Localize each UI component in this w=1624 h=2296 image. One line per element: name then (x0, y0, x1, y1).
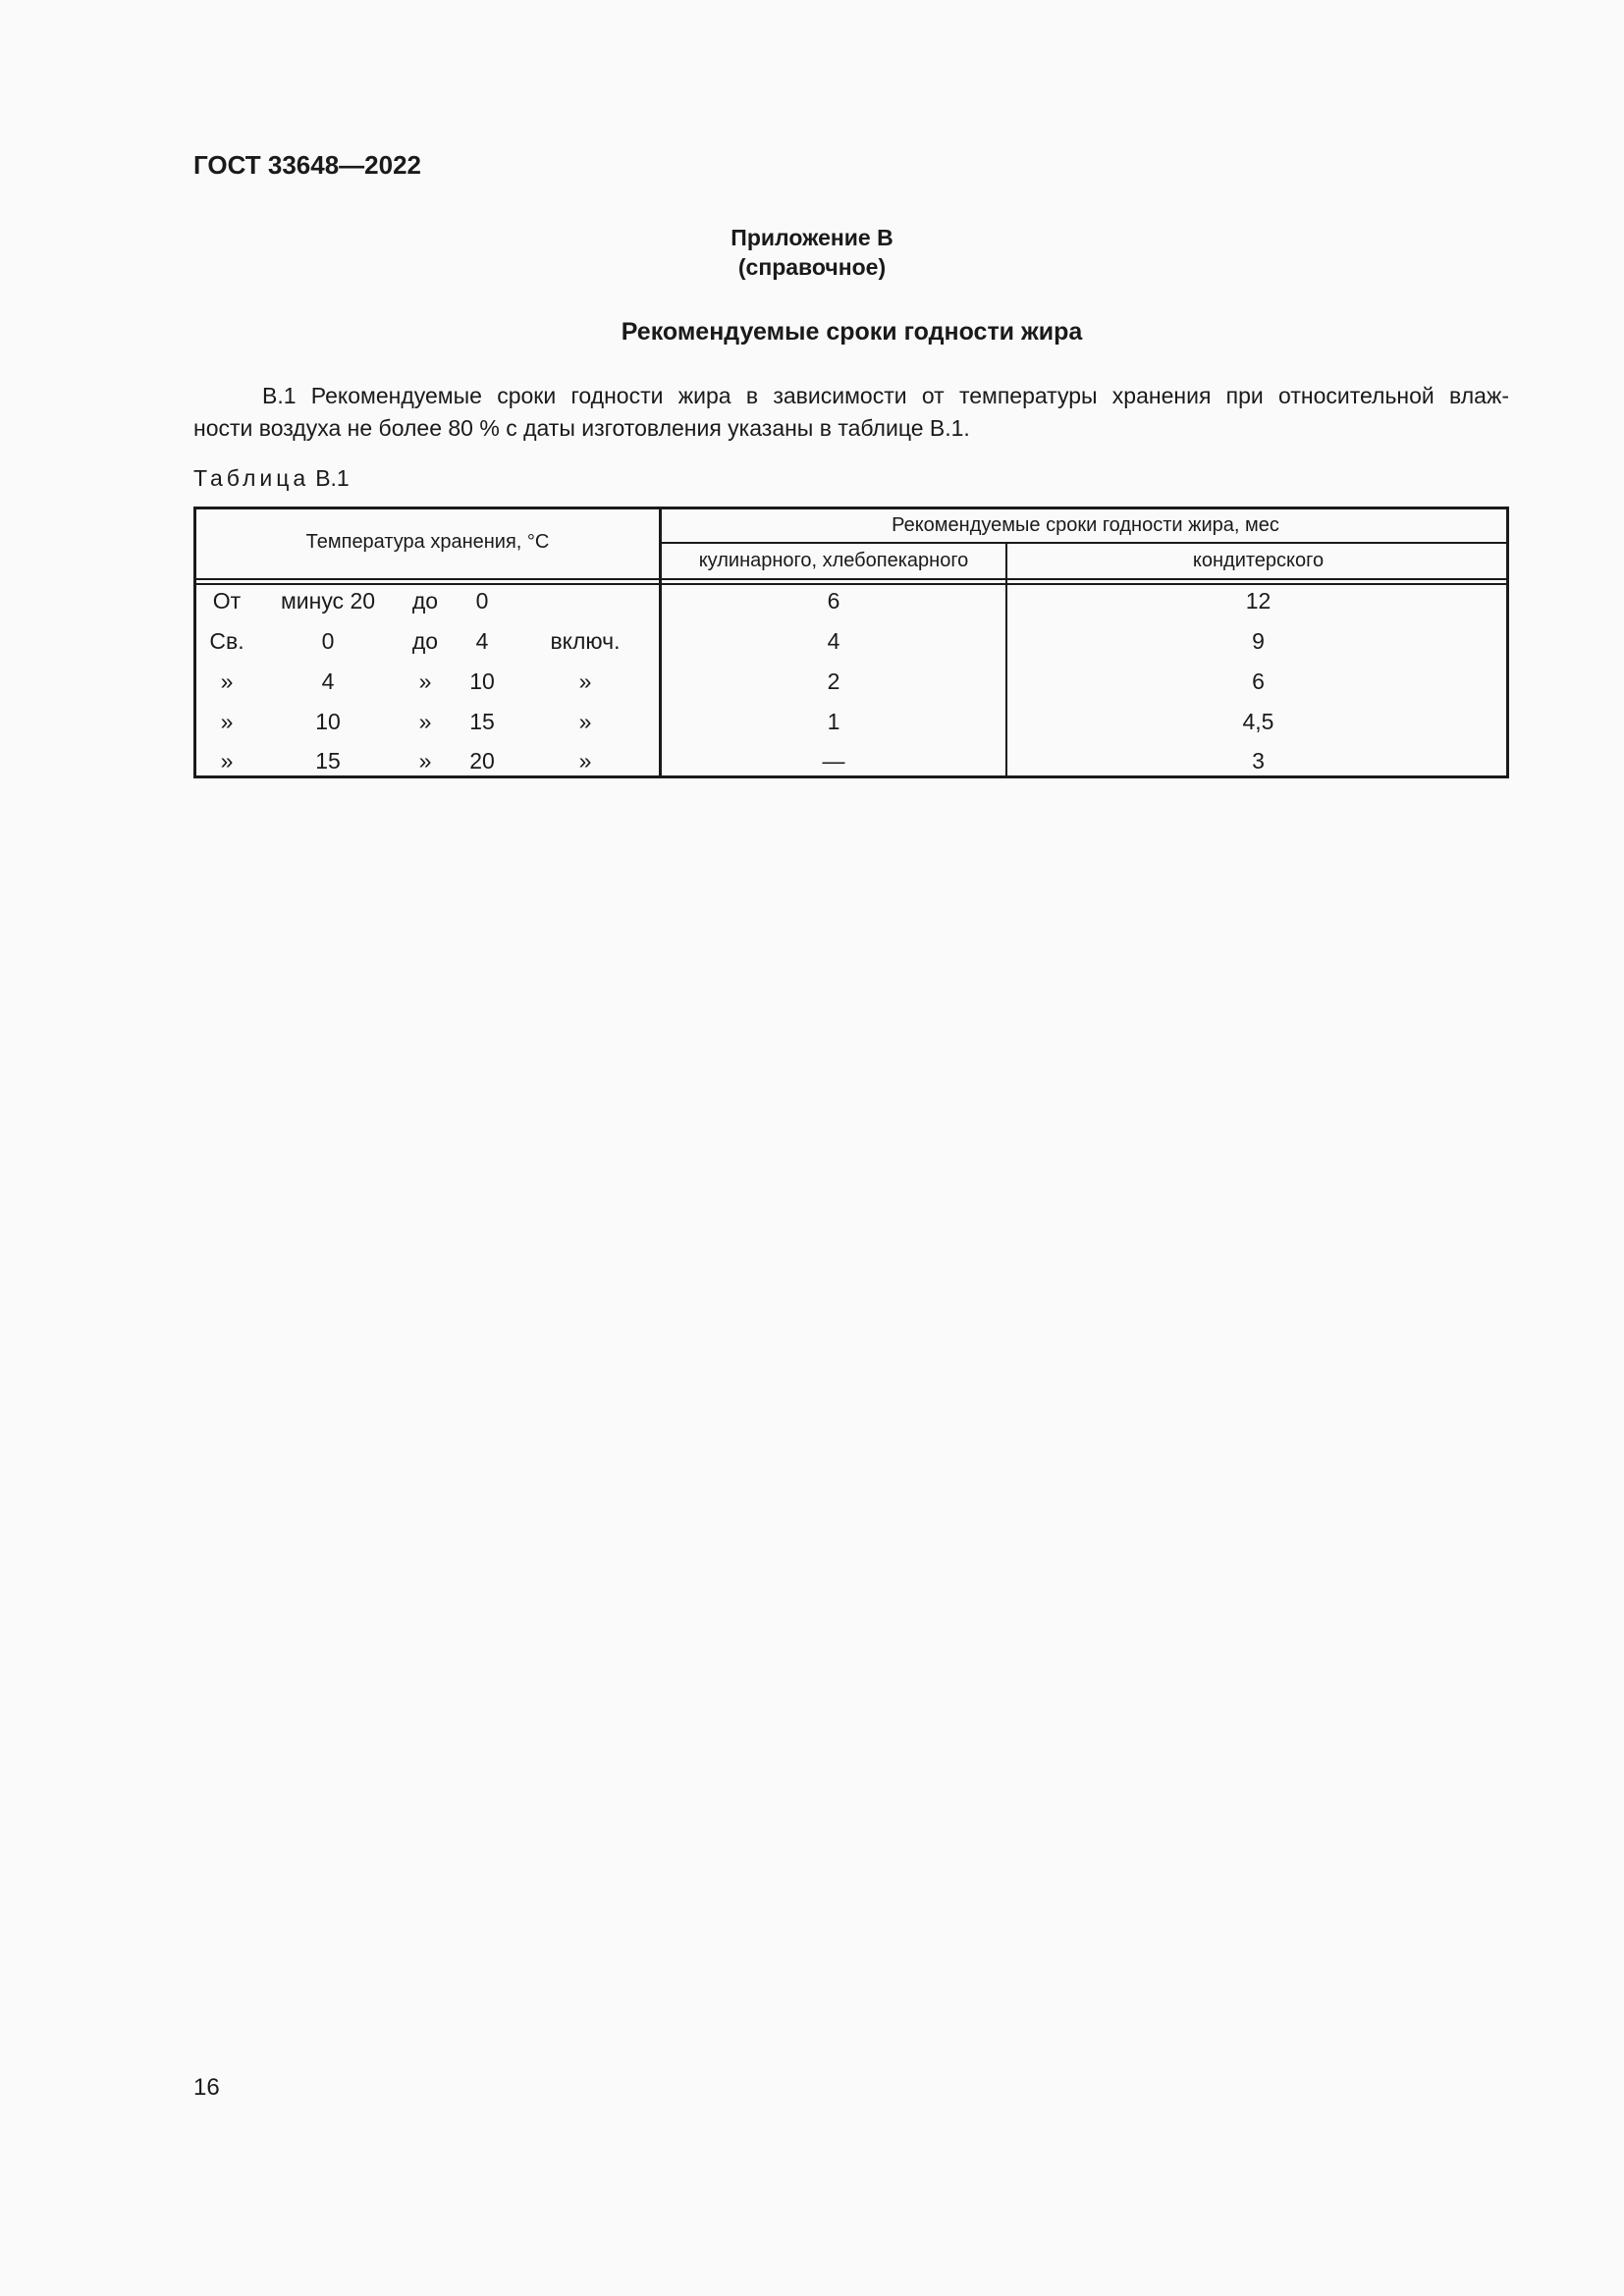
row-culinary: 1 (827, 709, 840, 734)
table-caption-label: Таблица (193, 465, 310, 491)
annex-title: Приложение В (731, 225, 893, 250)
table-caption (193, 465, 350, 492)
row-from: 15 (315, 748, 341, 774)
table-caption-number: В.1 (315, 465, 350, 491)
row-to: 10 (469, 668, 495, 694)
header-double-line-1 (193, 578, 1509, 580)
row-from: минус 20 (280, 588, 376, 614)
header-culinary: кулинарного, хлебопекарного (698, 550, 969, 571)
row-suffix: » (578, 709, 592, 734)
row-prefix: Св. (209, 628, 244, 654)
row-to-word: » (418, 748, 432, 774)
row-to: 0 (475, 588, 489, 614)
header-divider (660, 542, 1509, 544)
row-confectionery: 9 (1252, 628, 1265, 654)
row-prefix: » (220, 748, 234, 774)
row-confectionery: 3 (1252, 748, 1265, 774)
document-code: ГОСТ 33648—2022 (193, 150, 421, 180)
paragraph-line-1: В.1 Рекомендуемые сроки годности жира в зависимости от температуры хранения при относительной влаж- (262, 383, 1509, 408)
row-to: 4 (475, 628, 489, 654)
row-to-word: до (411, 628, 439, 654)
paragraph-b1 (193, 380, 1509, 445)
header-temperature: Температура хранения, °С (305, 531, 550, 553)
row-suffix: » (578, 748, 592, 774)
row-culinary: 4 (827, 628, 840, 654)
row-from: 10 (315, 709, 341, 734)
row-confectionery: 6 (1252, 668, 1265, 694)
row-from: 0 (321, 628, 335, 654)
row-culinary: 2 (827, 668, 840, 694)
row-to: 15 (469, 709, 495, 734)
row-prefix: От (212, 588, 242, 614)
row-to-word: » (418, 668, 432, 694)
row-culinary: — (822, 748, 845, 774)
row-to-word: » (418, 709, 432, 734)
header-shelf-life: Рекомендуемые сроки годности жира, мес (892, 514, 1279, 536)
row-from: 4 (321, 668, 335, 694)
row-suffix: » (578, 668, 592, 694)
row-suffix: включ. (550, 628, 621, 654)
annex-type: (справочное) (737, 254, 887, 280)
row-culinary: 6 (827, 588, 840, 614)
row-to: 20 (469, 748, 495, 774)
header-confectionery: кондитерского (1192, 550, 1325, 571)
page-number: 16 (193, 2074, 220, 2101)
row-suffix (541, 581, 629, 621)
row-confectionery: 12 (1245, 588, 1272, 614)
row-prefix: » (220, 709, 234, 734)
section-title: Рекомендуемые сроки годности жира (621, 318, 1083, 346)
row-confectionery: 4,5 (1242, 709, 1274, 734)
paragraph-line-2: ности воздуха не более 80 % с даты изготовления указаны в таблице В.1. (193, 415, 970, 441)
row-prefix: » (220, 668, 234, 694)
row-to-word: до (411, 588, 439, 614)
